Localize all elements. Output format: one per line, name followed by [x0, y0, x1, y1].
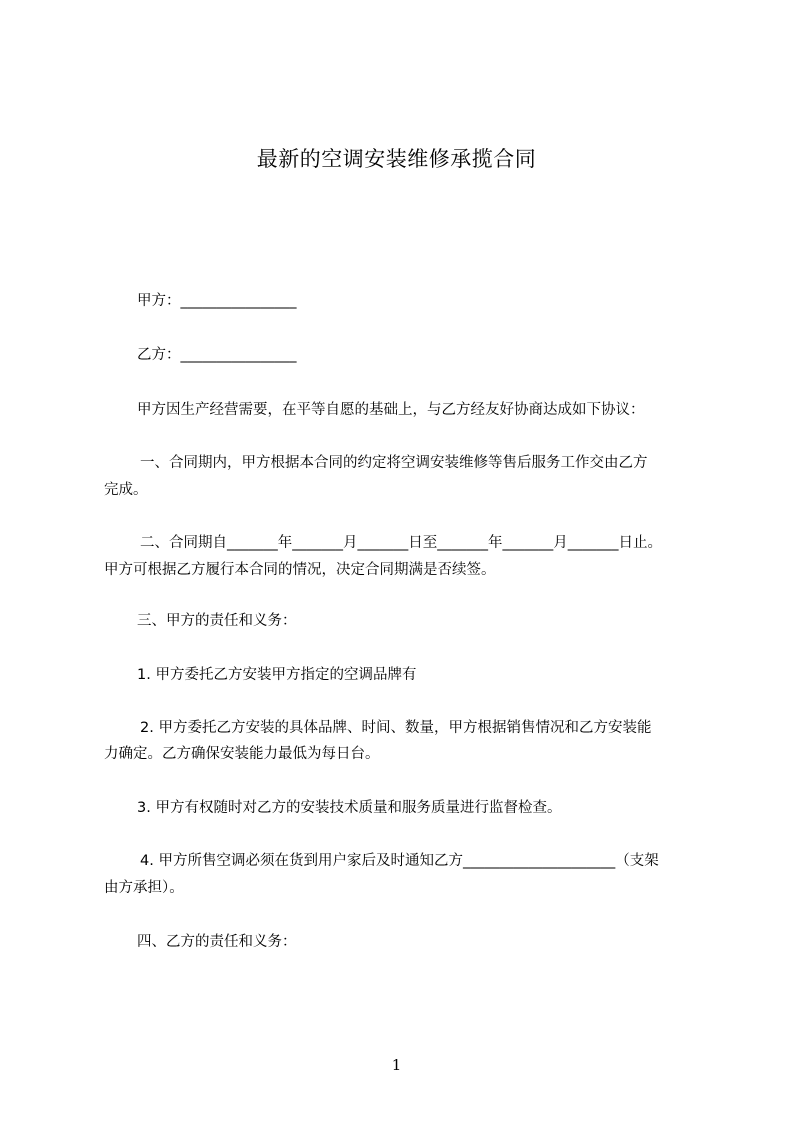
clause-3-item-4-line-2: 由方承担）。: [104, 880, 184, 896]
clause-3-item-4-line-1: 4. 甲方所售空调必须在货到用户家后及时通知乙方_____________________（支架: [140, 853, 659, 869]
document-title: 最新的空调安装维修承揽合同: [256, 147, 537, 171]
party-a-line: 甲方：________________: [137, 293, 297, 309]
clause-4-heading: 四、乙方的责任和义务：: [137, 934, 297, 950]
clause-3-item-1: 1. 甲方委托乙方安装甲方指定的空调品牌有: [137, 667, 417, 683]
clause-3-item-2-line-2: 力确定。乙方确保安装能力最低为每日台。: [104, 746, 380, 762]
party-b-line: 乙方：________________: [137, 347, 297, 363]
clause-2-line-2: 甲方可根据乙方履行本合同的情况，决定合同期满是否续签。: [104, 562, 496, 578]
clause-3-item-3: 3. 甲方有权随时对乙方的安装技术质量和服务质量进行监督检查。: [137, 800, 562, 816]
clause-2-line-1: 二、合同期自_______年_______月_______日至_______年_______月_______日止。: [140, 535, 662, 551]
clause-3-item-2-line-1: 2. 甲方委托乙方安装的具体品牌、时间、数量，甲方根据销售情况和乙方安装能: [140, 720, 652, 736]
clause-3-heading: 三、甲方的责任和义务：: [137, 613, 297, 629]
preamble-paragraph: 甲方因生产经营需要，在平等自愿的基础上，与乙方经友好协商达成如下协议：: [137, 402, 645, 418]
clause-1-line-2: 完成。: [104, 482, 148, 498]
clause-1-line-1: 一、合同期内，甲方根据本合同的约定将空调安装维修等售后服务工作交由乙方: [140, 455, 648, 471]
page-number: 1: [391, 1056, 402, 1074]
